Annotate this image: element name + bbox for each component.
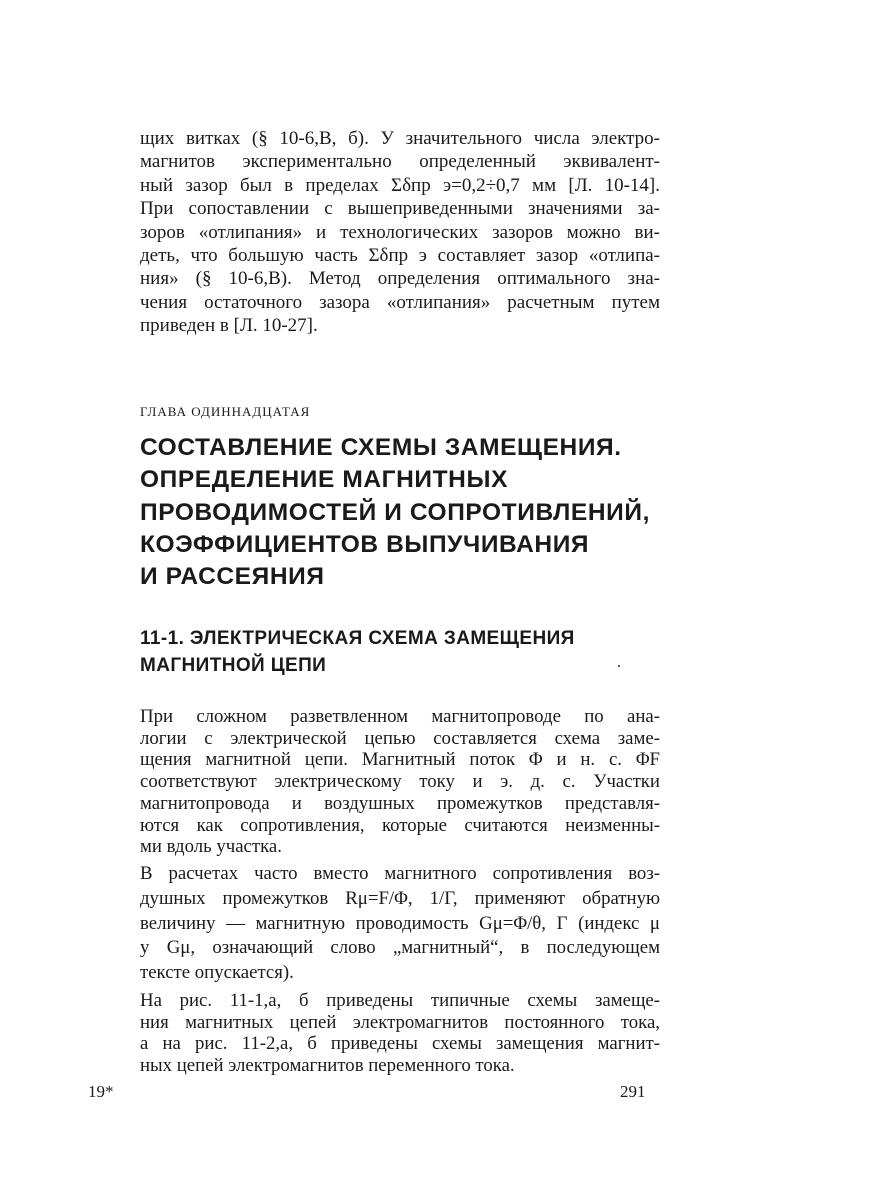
text-line: логии с электрической цепью составляется схема заме-	[140, 727, 660, 749]
text-line: ются как сопротивления, которые считаются неизменны-	[140, 814, 660, 836]
text-line: у Gμ, означающий слово „магнитный“, в последующем	[140, 937, 660, 959]
text-line: ных цепей электромагнитов переменного тока.	[140, 1055, 515, 1077]
chapter-title-line: СОСТАВЛЕНИЕ СХЕМЫ ЗАМЕЩЕНИЯ.	[140, 434, 622, 461]
body-paragraph-3	[140, 990, 660, 1077]
intro-paragraph	[140, 127, 660, 338]
text-line: ния» (§ 10-6,В). Метод определения оптимального зна-	[140, 268, 660, 290]
text-line: магнитопровода и воздушных промежутков представля-	[140, 792, 660, 814]
body-paragraph-1	[140, 706, 660, 858]
chapter-title	[140, 432, 660, 593]
text-line: ми вдоль участка.	[140, 836, 282, 858]
chapter-title-line: ПРОВОДИМОСТЕЙ И СОПРОТИВЛЕНИЙ,	[140, 498, 650, 526]
text-line: При сложном разветвленном магнитопроводе по ана-	[140, 706, 660, 727]
text-line: ния магнитных цепей электромагнитов постоянного тока,	[140, 1011, 660, 1033]
text-line: соответствуют электрическому току и э. д. с. Участки	[140, 771, 660, 793]
text-line: При сопоставлении с вышеприведенными значениями за-	[140, 198, 660, 220]
text-line: магнитов экспериментально определенный эквивалент-	[140, 151, 660, 173]
page-number: 291	[620, 1082, 646, 1101]
text-line: приведен в [Л. 10-27].	[140, 315, 318, 337]
text-line: чения остаточного зазора «отлипания» расчетным путем	[140, 291, 660, 313]
text-line: На рис. 11-1,а, б приведены типичные схемы замеще-	[140, 990, 660, 1011]
chapter-title-line: И РАССЕЯНИЯ	[140, 563, 325, 591]
body-paragraph-2	[140, 862, 660, 986]
section-title-line: МАГНИТНОЙ ЦЕПИ	[140, 655, 327, 677]
section-title-line: 11-1. ЭЛЕКТРИЧЕСКАЯ СХЕМА ЗАМЕЩЕНИЯ	[140, 628, 575, 649]
text-line: щих витках (§ 10-6,В, б). У значительного числа электро-	[140, 128, 660, 149]
text-line: душных промежутков Rμ=F/Φ, 1/Г, применяют обратную	[140, 887, 660, 909]
text-line: ный зазор был в пределах Σδпр э=0,2÷0,7 мм [Л. 10-14].	[140, 174, 660, 196]
stray-mark: .	[617, 654, 621, 671]
text-line: величину — магнитную проводимость Gμ=Φ/θ, Г (индекс μ	[140, 912, 660, 934]
signature-mark: 19*	[88, 1082, 114, 1101]
chapter-label: ГЛАВА ОДИННАДЦАТАЯ	[140, 404, 311, 419]
text-line: а на рис. 11-2,а, б приведены схемы замещения магнит-	[140, 1033, 660, 1055]
section-title	[140, 625, 660, 680]
chapter-title-line: КОЭФФИЦИЕНТОВ ВЫПУЧИВАНИЯ	[140, 530, 590, 558]
text-line: В расчетах часто вместо магнитного сопротивления воз-	[140, 863, 660, 884]
text-line: щения магнитной цепи. Магнитный поток Φ и н. с. ΦF	[140, 749, 660, 771]
chapter-title-line: ОПРЕДЕЛЕНИЕ МАГНИТНЫХ	[140, 466, 509, 494]
text-line: деть, что большую часть Σδпр э составляет зазор «отлипа-	[140, 245, 660, 267]
text-line: зоров «отлипания» и технологических зазоров можно ви-	[140, 221, 660, 243]
text-line: тексте опускается).	[140, 962, 294, 984]
